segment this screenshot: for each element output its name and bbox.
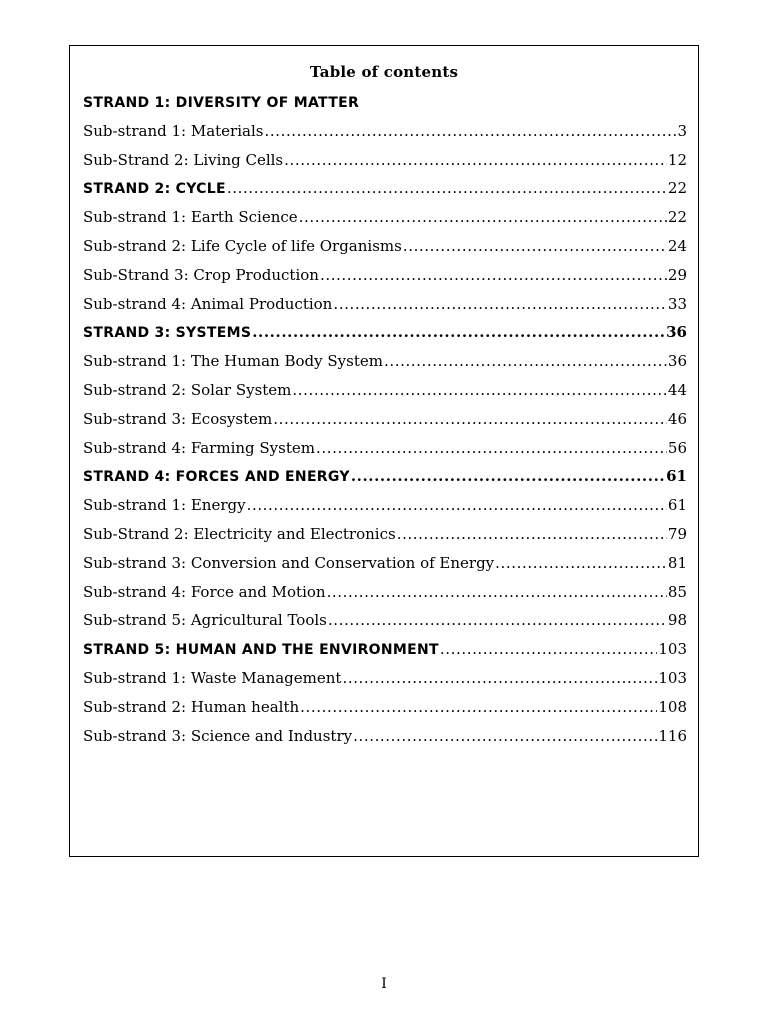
toc-dot-leader	[495, 553, 667, 573]
toc-substrand-entry[interactable]	[83, 409, 687, 438]
toc-strand-entry[interactable]	[83, 178, 687, 207]
toc-entry-page-number: 33	[667, 294, 687, 313]
toc-entry-label: STRAND 5: HUMAN AND THE ENVIRONMENT	[83, 642, 439, 659]
toc-dot-leader	[247, 495, 667, 515]
toc-dot-leader	[320, 265, 667, 285]
toc-entry-label: Sub-strand 2: Life Cycle of life Organisms	[83, 236, 402, 255]
toc-entry-page-number: 108	[658, 697, 687, 716]
toc-dot-leader	[397, 524, 667, 544]
toc-dot-leader	[299, 207, 667, 227]
toc-entry-label: Sub-Strand 3: Crop Production	[83, 265, 319, 284]
toc-entry-page-number: 81	[667, 553, 687, 572]
toc-strand-entry[interactable]	[83, 466, 687, 495]
toc-entry-page-number: 24	[667, 236, 687, 255]
toc-list	[83, 92, 687, 754]
toc-entry-page-number: 61	[666, 467, 687, 486]
toc-substrand-entry[interactable]	[83, 150, 687, 179]
toc-substrand-entry[interactable]	[83, 121, 687, 150]
toc-entry-page-number: 103	[658, 668, 687, 687]
toc-substrand-entry[interactable]	[83, 380, 687, 409]
toc-dot-leader	[328, 610, 667, 630]
toc-substrand-entry[interactable]	[83, 438, 687, 467]
toc-entry-page-number: 46	[667, 409, 687, 428]
toc-entry-label: Sub-strand 4: Animal Production	[83, 294, 333, 313]
toc-entry-label: Sub-strand 1: Earth Science	[83, 208, 298, 227]
toc-dot-leader	[300, 697, 657, 717]
toc-substrand-entry[interactable]	[83, 726, 687, 755]
toc-entry-label: Sub-strand 3: Science and Industry	[83, 726, 353, 745]
toc-entry-page-number: 36	[666, 323, 687, 342]
toc-dot-leader	[327, 582, 667, 602]
toc-entry-label: Sub-strand 1: Waste Management	[83, 668, 342, 687]
toc-dot-leader	[351, 466, 665, 486]
toc-entry-page-number: 116	[658, 726, 687, 745]
toc-dot-leader	[273, 409, 667, 429]
toc-substrand-entry[interactable]	[83, 668, 687, 697]
toc-strand-entry[interactable]	[83, 92, 687, 121]
toc-substrand-entry[interactable]	[83, 697, 687, 726]
toc-dot-leader	[292, 380, 667, 400]
toc-dot-leader	[284, 150, 667, 170]
toc-entry-page-number: 44	[667, 380, 687, 399]
toc-entry-label: Sub-strand 3: Conversion and Conservation of Energy	[83, 553, 495, 572]
page-number: I	[381, 976, 387, 992]
toc-entry-page-number: 22	[667, 179, 687, 198]
toc-substrand-entry[interactable]	[83, 207, 687, 236]
toc-entry-label: Sub-Strand 2: Electricity and Electronics	[83, 524, 396, 543]
toc-dot-leader	[316, 438, 667, 458]
toc-entry-page-number: 22	[667, 208, 687, 227]
toc-substrand-entry[interactable]	[83, 524, 687, 553]
toc-dot-leader	[333, 294, 667, 314]
toc-entry-page-number: 12	[667, 150, 687, 169]
toc-entry-page-number: 29	[667, 265, 687, 284]
toc-entry-label: Sub-strand 5: Agricultural Tools	[83, 611, 327, 630]
toc-entry-label: Sub-strand 4: Farming System	[83, 438, 315, 457]
toc-entry-label: Sub-strand 3: Ecosystem	[83, 409, 273, 428]
toc-entry-page-number: 98	[667, 611, 687, 630]
toc-entry-page-number: 36	[667, 352, 687, 371]
toc-entry-label: Sub-Strand 2: Living Cells	[83, 150, 284, 169]
toc-entry-page-number: 79	[667, 524, 687, 543]
toc-entry-page-number: 61	[667, 496, 687, 515]
toc-substrand-entry[interactable]	[83, 351, 687, 380]
toc-substrand-entry[interactable]	[83, 495, 687, 524]
toc-entry-page-number: 103	[658, 640, 687, 659]
toc-substrand-entry[interactable]	[83, 582, 687, 611]
toc-dot-leader	[440, 639, 658, 659]
toc-entry-label: Sub-strand 2: Human health	[83, 697, 300, 716]
toc-substrand-entry[interactable]	[83, 265, 687, 294]
toc-entry-label: STRAND 3: SYSTEMS	[83, 325, 252, 342]
toc-dot-leader	[227, 178, 667, 198]
toc-dot-leader	[342, 668, 657, 688]
toc-dot-leader	[353, 726, 657, 746]
toc-entry-label: Sub-strand 4: Force and Motion	[83, 582, 326, 601]
toc-substrand-entry[interactable]	[83, 236, 687, 265]
table-of-contents-box	[69, 45, 699, 857]
toc-entry-label: STRAND 1: DIVERSITY OF MATTER	[83, 95, 360, 111]
toc-entry-label: Sub-strand 1: Materials	[83, 121, 264, 140]
toc-entry-label: STRAND 2: CYCLE	[83, 181, 226, 198]
toc-dot-leader	[384, 351, 667, 371]
toc-strand-entry[interactable]	[83, 639, 687, 668]
toc-substrand-entry[interactable]	[83, 553, 687, 582]
toc-dot-leader	[264, 121, 676, 141]
toc-entry-label: STRAND 4: FORCES AND ENERGY	[83, 469, 350, 486]
toc-entry-page-number: 56	[667, 438, 687, 457]
toc-entry-page-number: 3	[677, 121, 687, 140]
toc-substrand-entry[interactable]	[83, 294, 687, 323]
toc-strand-entry[interactable]	[83, 322, 687, 351]
toc-entry-label: Sub-strand 2: Solar System	[83, 380, 292, 399]
toc-entry-label: Sub-strand 1: Energy	[83, 496, 246, 515]
toc-title: Table of contents	[309, 63, 459, 81]
toc-substrand-entry[interactable]	[83, 610, 687, 639]
toc-entry-page-number: 85	[667, 582, 687, 601]
toc-dot-leader	[403, 236, 667, 256]
toc-entry-label: Sub-strand 1: The Human Body System	[83, 352, 383, 371]
toc-dot-leader	[252, 322, 665, 342]
